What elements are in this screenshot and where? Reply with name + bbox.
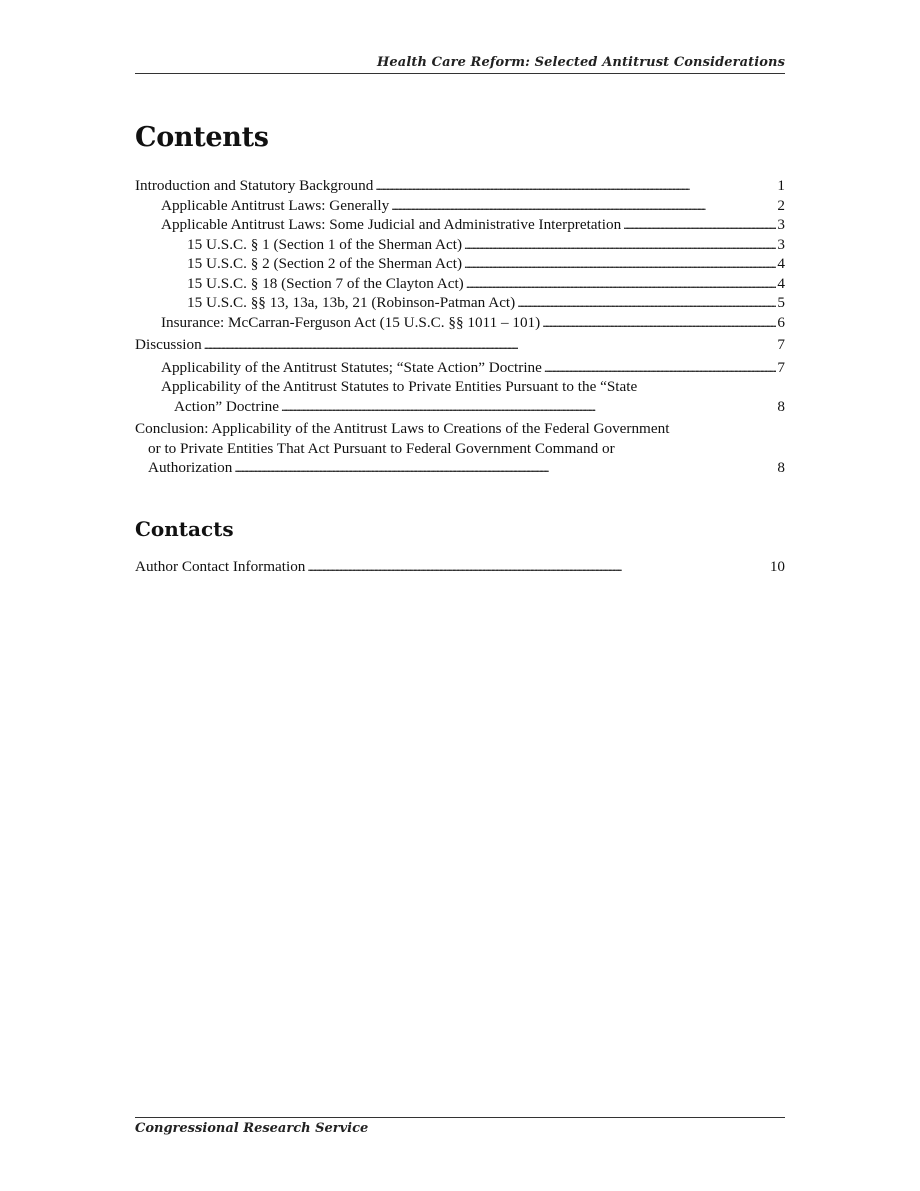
- toc-entry-page: 10: [769, 558, 785, 575]
- toc-entry-title-line: Conclusion: Applicability of the Antitrust Laws to Creations of the Federal Government: [135, 420, 670, 437]
- dot-leader: [542, 313, 776, 333]
- dot-leader: [375, 176, 776, 196]
- toc-entry-title: 15 U.S.C. § 1 (Section 1 of the Sherman Act): [187, 235, 463, 253]
- toc-entry-title: Introduction and Statutory Background: [135, 177, 374, 194]
- toc-entry-antitrust-generally[interactable]: [135, 196, 785, 216]
- table-of-contents: [135, 176, 785, 478]
- toc-entry-title-line: or to Private Entities That Act Pursuant to Federal Government Command or: [148, 439, 615, 457]
- contacts-list: [135, 557, 785, 577]
- toc-entry-title: 15 U.S.C. § 2 (Section 2 of the Sherman Act): [187, 255, 463, 272]
- footer-rule: [135, 1117, 785, 1118]
- toc-entry-title-line: Applicability of the Antitrust Statutes to Private Entities Pursuant to the “State: [161, 378, 638, 395]
- toc-entry-page: 3: [777, 235, 785, 253]
- toc-entry-discussion[interactable]: [135, 335, 785, 355]
- toc-entry-state-action[interactable]: [135, 358, 785, 378]
- toc-entry-author-contact[interactable]: [135, 557, 785, 577]
- toc-entry-sherman-section-2[interactable]: [135, 254, 785, 274]
- toc-entry-page: 7: [777, 336, 785, 353]
- toc-entry-robinson-patman[interactable]: [135, 293, 785, 313]
- toc-entry-page: 3: [777, 216, 785, 233]
- running-header: Health Care Reform: Selected Antitrust Considerations: [377, 55, 785, 70]
- toc-entry-page: 1: [777, 177, 785, 194]
- toc-entry-title-continuation: [135, 397, 785, 417]
- dot-leader: [234, 458, 776, 478]
- header-rule: [135, 73, 785, 74]
- dot-leader: [464, 254, 776, 274]
- dot-leader: [391, 196, 776, 216]
- toc-entry-title: Applicability of the Antitrust Statutes; “State Action” Doctrine: [161, 358, 542, 376]
- toc-entry-page: 5: [777, 294, 785, 311]
- toc-entry-page: 7: [777, 358, 785, 376]
- toc-entry-title: 15 U.S.C. §§ 13, 13a, 13b, 21 (Robinson-Patman Act): [187, 294, 516, 311]
- dot-leader: [281, 397, 776, 417]
- dot-leader: [623, 215, 776, 235]
- toc-entry-page: 4: [777, 255, 785, 272]
- toc-entry-private-entities[interactable]: [135, 377, 785, 416]
- toc-entry-clayton-section-7[interactable]: [135, 274, 785, 294]
- toc-entry-judicial-interpretation[interactable]: [135, 215, 785, 235]
- toc-entry-sherman-section-1[interactable]: [135, 235, 785, 255]
- contacts-heading: Contacts: [135, 517, 234, 541]
- contents-heading: Contents: [135, 122, 269, 153]
- footer-text: Congressional Research Service: [135, 1121, 369, 1136]
- toc-entry-title: Applicable Antitrust Laws: Generally: [161, 196, 390, 214]
- toc-entry-page: 8: [777, 459, 785, 476]
- dot-leader: [204, 335, 777, 355]
- toc-entry-title: Applicable Antitrust Laws: Some Judicial and Administrative Interpretation: [161, 216, 622, 233]
- toc-entry-page: 4: [777, 274, 785, 292]
- toc-entry-title: Insurance: McCarran-Ferguson Act (15 U.S.C. §§ 1011 – 101): [161, 313, 541, 331]
- dot-leader: [464, 235, 776, 255]
- toc-entry-page: 2: [777, 196, 785, 214]
- dot-leader: [466, 274, 777, 294]
- toc-entry-conclusion[interactable]: [135, 419, 785, 478]
- toc-entry-title: Authorization: [148, 459, 233, 476]
- toc-entry-title: Action” Doctrine: [174, 397, 280, 415]
- toc-entry-title: Author Contact Information: [135, 558, 306, 575]
- dot-leader: [544, 358, 777, 378]
- toc-entry-page: 6: [777, 313, 785, 331]
- toc-entry-title: Discussion: [135, 336, 202, 353]
- dot-leader: [517, 293, 776, 313]
- toc-entry-mccarran-ferguson[interactable]: [135, 313, 785, 333]
- toc-entry-title: 15 U.S.C. § 18 (Section 7 of the Clayton Act): [187, 274, 464, 292]
- toc-entry-title-continuation: [135, 458, 785, 478]
- dot-leader: [307, 557, 768, 577]
- toc-entry-page: 8: [777, 397, 785, 415]
- toc-entry-introduction[interactable]: [135, 176, 785, 196]
